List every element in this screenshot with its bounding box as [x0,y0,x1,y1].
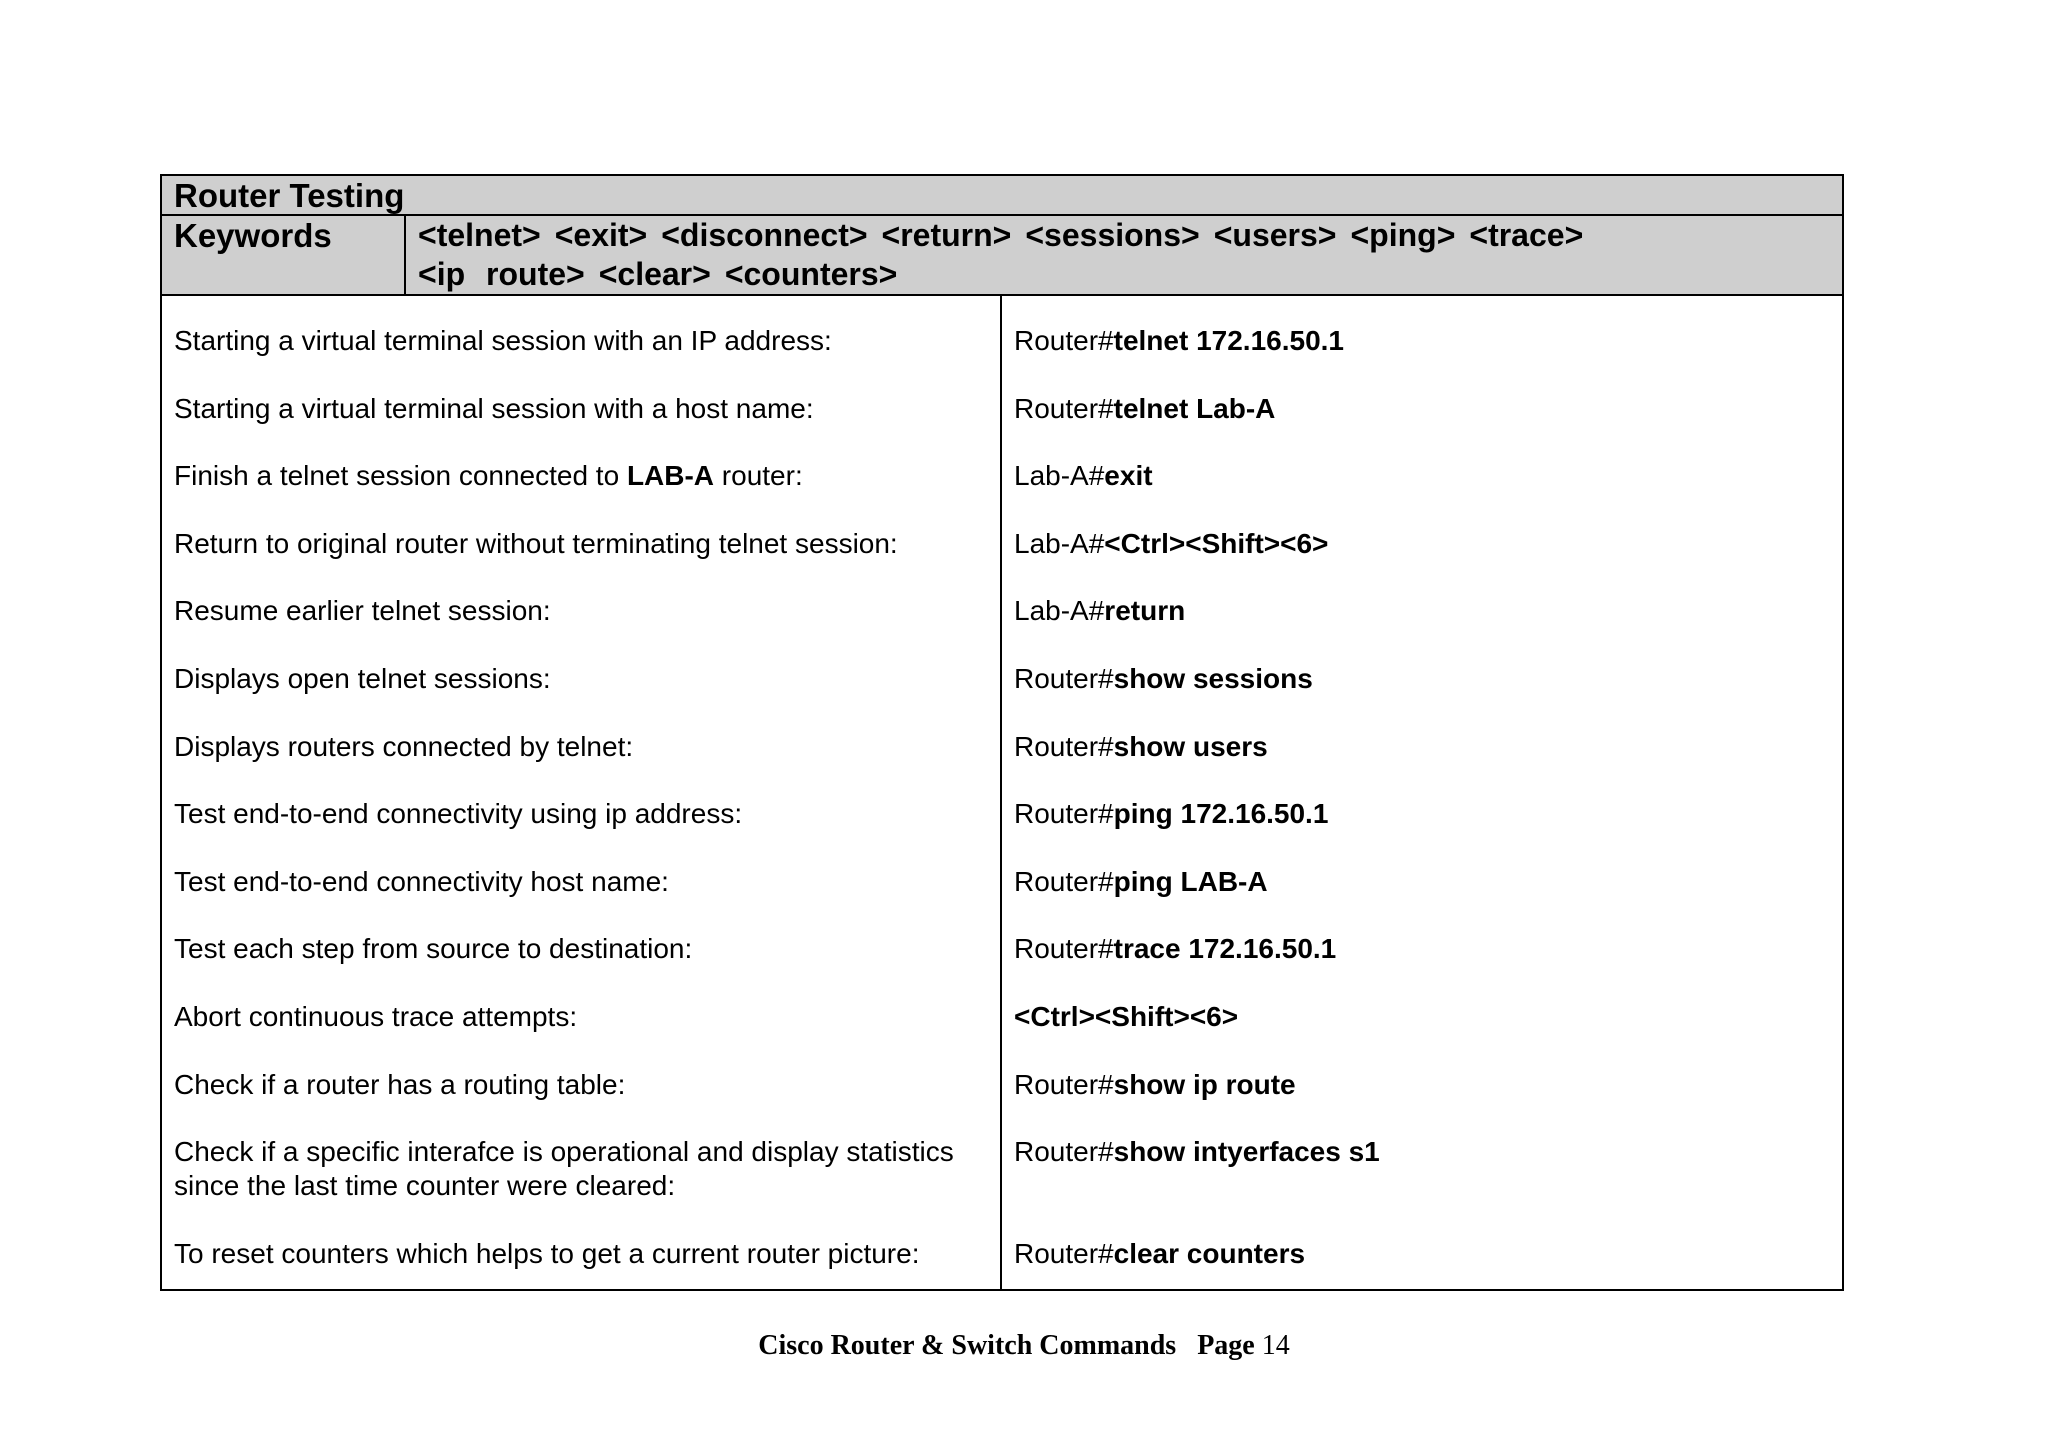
description-cell [174,459,1000,493]
footer-title: Cisco Router & Switch Commands [758,1330,1177,1361]
description-cell [174,1237,1000,1271]
description-text: Return to original router without terminating telnet session: [174,527,898,559]
description-cell [174,865,1000,899]
description-cell [174,1135,1000,1203]
router-testing-table [160,174,1844,1291]
description-text: To reset counters which helps to get a current router picture: [174,1237,920,1269]
command-prompt: Router# [1014,392,1114,424]
description-text: Resume earlier telnet session: [174,595,551,627]
keywords-line-2 [418,255,1762,294]
description-cell [174,932,1000,966]
command-prompt: Router# [1014,1237,1114,1269]
description-text: Test end-to-end connectivity host name: [174,865,669,897]
description-column [162,296,1002,1289]
description-cell [174,527,1000,561]
description-cell [174,392,1000,426]
command-cell [1014,1135,1842,1203]
keyword-item: <exit> [554,217,648,253]
command-prompt: Lab-A# [1014,527,1105,559]
keyword-item: <telnet> [418,217,541,253]
keywords-row [162,216,1842,296]
command-text: trace 172.16.50.1 [1113,933,1337,965]
command-cell [1014,459,1842,493]
command-prompt: Router# [1014,1068,1114,1100]
command-column [1002,296,1842,1289]
command-prompt: Router# [1014,865,1114,897]
description-text: Check if a router has a routing table: [174,1068,626,1100]
command-prompt: Router# [1014,798,1114,830]
description-text: Test end-to-end connectivity using ip address: [174,798,743,830]
command-text: telnet 172.16.50.1 [1113,325,1344,356]
description-text: Displays open telnet sessions: [174,662,551,694]
description-text: Abort continuous trace attempts: [174,1000,578,1032]
description-text: Check if a specific interafce is operational and display statistics since the last time counter were cleared: [174,1136,954,1202]
keywords-line-1 [418,216,1762,255]
commands-body [162,296,1842,1289]
description-cell [174,324,1000,358]
command-cell [1014,527,1842,561]
command-text: return [1104,595,1186,627]
keyword-item: <return> [881,217,1012,253]
command-text: <Ctrl><Shift><6> [1104,527,1329,559]
description-text: Test each step from source to destination: [174,933,693,965]
footer-page-label: Page [1197,1330,1255,1361]
command-text: show users [1113,730,1268,762]
page-footer [0,1330,2048,1362]
description-cell [174,1068,1000,1102]
command-prompt: Router# [1014,1136,1114,1168]
command-cell [1014,392,1842,426]
command-text: show sessions [1113,662,1313,694]
command-text: ping 172.16.50.1 [1113,798,1329,830]
command-prompt: Lab-A# [1014,595,1105,627]
description-bold-text: LAB-A [626,460,715,492]
keywords-label: Keywords [162,216,406,294]
description-cell [174,730,1000,764]
command-text: exit [1104,460,1153,492]
footer-page-number: 14 [1261,1330,1290,1361]
description-cell [174,594,1000,628]
keyword-item: <users> [1213,217,1337,253]
command-prompt: Router# [1014,662,1114,694]
description-cell [174,1000,1000,1034]
command-text: ping LAB-A [1113,865,1268,897]
command-prompt: Router# [1014,325,1114,356]
description-text-end: router: [714,460,803,492]
command-cell [1014,797,1842,831]
description-text: Finish a telnet session connected to [174,460,627,492]
keyword-item: <ping> [1350,217,1456,253]
command-prompt: Lab-A# [1014,460,1105,492]
keyword-item: <disconnect> [661,217,868,253]
command-cell [1014,594,1842,628]
command-text: show ip route [1113,1068,1296,1100]
command-prompt: Router# [1014,933,1114,965]
keywords-list [406,216,1842,294]
description-text: Starting a virtual terminal session with a host name: [174,392,814,424]
keyword-item: <sessions> [1025,217,1200,253]
command-prompt: Router# [1014,730,1114,762]
keyword-item: <counters> [724,256,898,292]
description-cell [174,662,1000,696]
keyword-item: <trace> [1469,217,1584,253]
section-title: Router Testing [162,176,1842,216]
command-cell [1014,730,1842,764]
command-text: show intyerfaces s1 [1113,1136,1380,1168]
command-cell [1014,1000,1842,1034]
command-text: <Ctrl><Shift><6> [1014,1000,1239,1032]
description-cell [174,797,1000,831]
description-text: Displays routers connected by telnet: [174,730,634,762]
keyword-item: <ip route> [418,256,585,292]
command-cell [1014,324,1842,358]
command-cell [1014,932,1842,966]
command-cell [1014,1237,1842,1271]
description-text: Starting a virtual terminal session with an IP address: [174,325,832,356]
command-cell [1014,1068,1842,1102]
command-text: telnet Lab-A [1113,392,1276,424]
command-cell [1014,865,1842,899]
command-text: clear counters [1113,1237,1306,1269]
keyword-item: <clear> [598,256,711,292]
command-cell [1014,662,1842,696]
